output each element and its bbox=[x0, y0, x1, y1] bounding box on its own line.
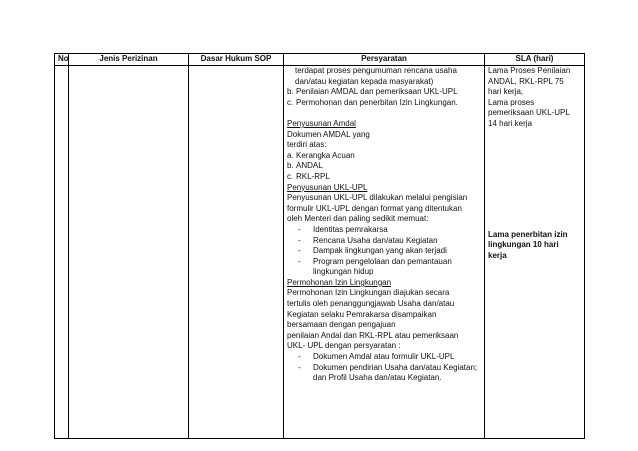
list-item-text: Identitas pemrakarsa bbox=[313, 224, 388, 234]
list-item bbox=[287, 236, 481, 247]
list-item-text: Rencana Usaha dan/atau Kegiatan bbox=[313, 235, 438, 245]
list-item-text: ANDAL bbox=[296, 161, 323, 171]
header-no: No bbox=[55, 54, 69, 66]
sop-table bbox=[54, 53, 585, 439]
cell-sla bbox=[485, 66, 585, 439]
list-item bbox=[287, 352, 481, 363]
list-item-text: Dokumen pendirian Usaha dan/atau Kegiatan; dan Profil Usaha dan/atau Kegiatan. bbox=[313, 362, 478, 383]
header-dasar-hukum: Dasar Hukum SOP bbox=[189, 54, 284, 66]
list-item-text: Penilaian AMDAL dan pemeriksaan UKL-UPL bbox=[296, 87, 458, 97]
list-item-label: c. bbox=[287, 97, 294, 107]
list-item bbox=[287, 172, 481, 183]
section-heading-ukl-upl: Penyusunan UKL-UPL bbox=[287, 182, 368, 192]
list-item bbox=[287, 151, 481, 162]
list-item bbox=[287, 161, 481, 172]
header-sla: SLA (hari) bbox=[485, 54, 585, 66]
sla-text-line: ANDAL, RKL-RPL 75 bbox=[488, 76, 564, 86]
header-jenis-perizinan: Jenis Perizinan bbox=[69, 54, 189, 66]
text-line: penilaian Andal dan RKL-RPL atau pemeriksaan bbox=[287, 330, 459, 340]
sla-text-line: pemeriksaan UKL-UPL bbox=[488, 108, 570, 118]
table-row bbox=[55, 66, 585, 439]
text-line: tertulis oleh penanggungjawab Usaha dan/atau bbox=[287, 299, 455, 309]
text-line: bersamaan dengan pengajuan bbox=[287, 320, 396, 330]
dash-bullet: - bbox=[298, 246, 301, 256]
list-item bbox=[287, 257, 481, 278]
list-item-label: c. bbox=[287, 171, 294, 181]
cell-jenis-perizinan bbox=[69, 66, 189, 439]
table-header-row bbox=[55, 54, 585, 66]
text-line: formulir UKL-UPL dengan format yang ditentukan bbox=[287, 203, 462, 213]
header-persyaratan: Persyaratan bbox=[284, 54, 485, 66]
text-line: Penyusunan UKL-UPL dilakukan melalui pengisian bbox=[287, 193, 468, 203]
section-heading-izin-lingkungan: Permohonan Izin Lingkungan bbox=[287, 277, 392, 287]
text-line: oleh Menteri dan paling sedikit memuat: bbox=[287, 214, 429, 224]
list-item bbox=[287, 246, 481, 257]
cell-persyaratan bbox=[284, 66, 485, 439]
continued-text-line: terdapat proses pengumuman rencana usaha bbox=[295, 66, 457, 75]
list-item bbox=[287, 98, 481, 109]
dash-bullet: - bbox=[298, 352, 301, 362]
sla-izin-block bbox=[488, 230, 581, 262]
list-item-text: Kerangka Acuan bbox=[296, 150, 355, 160]
sla-text-line: Lama proses bbox=[488, 97, 535, 107]
sla-bold-line: kerja bbox=[488, 250, 507, 260]
list-item bbox=[287, 363, 481, 384]
section-heading-amdal: Penyusunan Amdal bbox=[287, 118, 356, 128]
cell-no bbox=[55, 66, 69, 439]
text-line: UKL- UPL dengan persyaratan : bbox=[287, 341, 401, 351]
sla-bold-line: lingkungan 10 hari bbox=[488, 240, 559, 250]
cell-dasar-hukum bbox=[189, 66, 284, 439]
dash-bullet: - bbox=[298, 224, 301, 234]
list-item bbox=[287, 87, 481, 98]
dash-bullet: - bbox=[298, 235, 301, 245]
list-item bbox=[287, 225, 481, 236]
text-line: Permohonan Izin Lingkungan diajukan secara bbox=[287, 288, 450, 298]
text-line: terdiri atas: bbox=[287, 140, 327, 150]
sla-text-line: hari kerja, bbox=[488, 87, 524, 97]
continued-text-line: dan/atau kegiatan kepada masyarakat) bbox=[295, 76, 434, 86]
list-item-label: b. bbox=[287, 161, 294, 171]
dash-bullet: - bbox=[298, 362, 301, 372]
list-item-text: Dampak lingkungan yang akan terjadi bbox=[313, 246, 447, 256]
sla-text-line: 14 hari kerja bbox=[488, 118, 533, 128]
sla-text-line: Lama Proses Penilaian bbox=[488, 66, 571, 75]
sla-bold-line: Lama penerbitan izin bbox=[488, 229, 568, 239]
list-item-text: Program pengelolaan dan pemantauan lingkungan hidup bbox=[313, 256, 452, 277]
list-item-label: a. bbox=[287, 150, 294, 160]
dash-bullet: - bbox=[298, 256, 301, 266]
text-line: Kegiatan selaku Pemrakarsa disampaikan bbox=[287, 309, 437, 319]
list-item-text: Dokumen Amdal atau formulir UKL-UPL bbox=[313, 352, 455, 362]
list-item-label: b. bbox=[287, 87, 294, 97]
list-item-text: RKL-RPL bbox=[296, 171, 330, 181]
text-line: Dokumen AMDAL yang bbox=[287, 129, 370, 139]
list-item-text: Permohonan dan penerbitan Izin Lingkungan. bbox=[296, 97, 458, 107]
